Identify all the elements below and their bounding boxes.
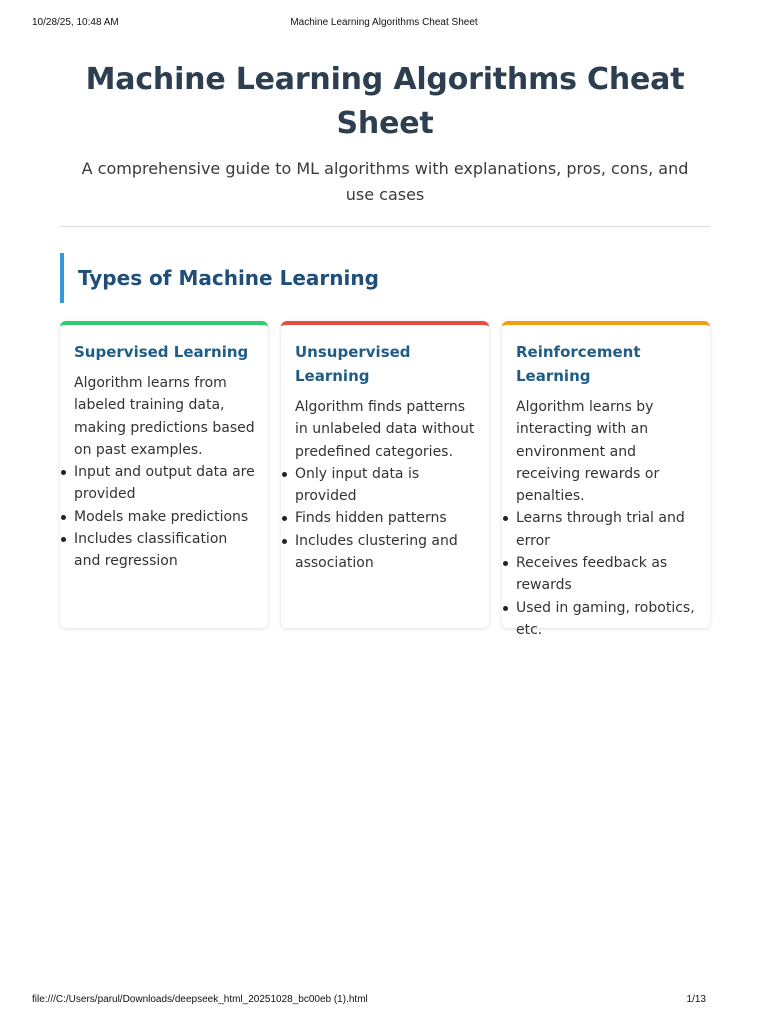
print-header	[32, 17, 736, 31]
list-item-text: Models make predictions	[74, 508, 249, 525]
main-content	[60, 58, 710, 638]
print-datetime: 10/28/25, 10:48 AM	[32, 17, 119, 28]
page-subtitle: A comprehensive guide to ML algorithms with explanations, pros, cons, and use cases	[81, 159, 689, 204]
card-reinforcement-learning	[502, 321, 710, 638]
card-title: Unsupervised Learning	[295, 343, 411, 385]
list-item	[295, 507, 476, 529]
bullet-dot-icon	[503, 516, 508, 521]
card-unsupervised-learning	[281, 321, 489, 628]
list-item	[295, 530, 476, 575]
card-supervised-learning	[60, 321, 268, 628]
list-item	[74, 506, 255, 528]
list-item	[516, 597, 697, 642]
bullet-dot-icon	[503, 606, 508, 611]
bullet-dot-icon	[282, 516, 287, 521]
list-item	[295, 463, 476, 508]
print-footer	[32, 994, 736, 1008]
ml-types-cards	[60, 321, 710, 638]
card-title: Supervised Learning	[74, 343, 249, 361]
list-item	[516, 552, 697, 597]
list-item	[74, 528, 255, 573]
list-item-text: Includes clustering and association	[295, 532, 458, 572]
list-item-text: Receives feedback as rewards	[516, 555, 668, 594]
card-bullet-list	[74, 461, 255, 572]
print-doc-title: Machine Learning Algorithms Cheat Sheet	[290, 17, 478, 28]
list-item	[516, 507, 697, 552]
card-description: Algorithm finds patterns in unlabeled data without predefined categories.	[295, 399, 475, 460]
bullet-dot-icon	[503, 561, 508, 566]
header-divider	[60, 226, 710, 227]
bullet-dot-icon	[282, 539, 287, 544]
list-item	[74, 461, 255, 506]
list-item-text: Input and output data are provided	[74, 464, 255, 503]
card-bullet-list	[295, 463, 476, 574]
bullet-dot-icon	[61, 537, 66, 542]
page-title: Machine Learning Algorithms Cheat Sheet	[85, 62, 685, 141]
print-page-indicator: 1/13	[686, 994, 706, 1005]
list-item-text: Only input data is provided	[295, 465, 420, 505]
bullet-dot-icon	[61, 515, 66, 520]
card-title: Reinforcement Learning	[516, 343, 641, 385]
card-description: Algorithm learns by interacting with an environment and receiving rewards or penalties.	[516, 399, 660, 505]
list-item-text: Used in gaming, robotics, etc.	[516, 599, 695, 638]
list-item-text: Includes classification and regression	[74, 531, 228, 570]
bullet-dot-icon	[61, 470, 66, 475]
print-file-path: file:///C:/Users/parul/Downloads/deepseek_html_20251028_bc00eb (1).html	[32, 994, 368, 1005]
bullet-dot-icon	[282, 472, 287, 477]
card-bullet-list	[516, 507, 697, 641]
card-description: Algorithm learns from labeled training data, making predictions based on past examples.	[74, 375, 255, 458]
section-heading-types: Types of Machine Learning	[60, 253, 710, 303]
list-item-text: Learns through trial and error	[516, 510, 685, 549]
list-item-text: Finds hidden patterns	[295, 510, 447, 527]
